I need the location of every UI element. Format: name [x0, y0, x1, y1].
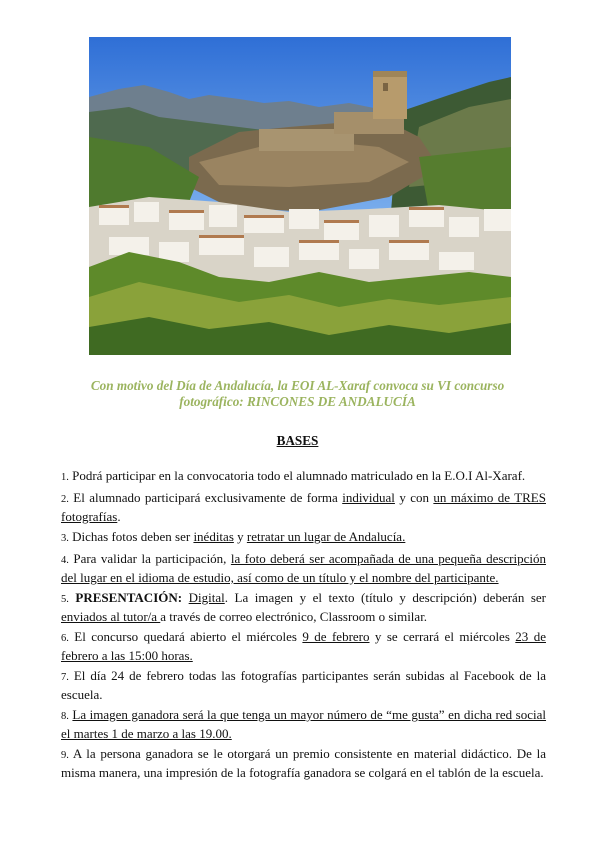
- rule-text: enviados al tutor/a: [61, 609, 161, 624]
- rule-text: La imagen ganadora será la que tenga un mayor número de “me gusta” en dicha red social el martes 1 de marzo a las 19.00.: [61, 707, 547, 741]
- rules-list: [61, 467, 546, 784]
- rule-number: 3.: [61, 533, 69, 544]
- rule-text: la foto deberá ser acompañada de una pequeña descripción del lugar en el idioma de estudio, así como de un título y el nombre del participante.: [61, 551, 547, 585]
- rule-number: 8.: [61, 711, 69, 722]
- rule-text: y se cerrará el miércoles: [369, 629, 516, 644]
- rule-text: y con: [394, 490, 434, 505]
- rule-text: y: [233, 529, 247, 544]
- andalucia-village-photo: [89, 37, 511, 355]
- rule-number: 1.: [61, 472, 69, 483]
- village-castle-landscape-image: [89, 37, 511, 355]
- rule-text: Para validar la participación,: [68, 551, 231, 566]
- rule-item: [61, 706, 546, 742]
- rule-text: 23 de febrero a las 15:00 horas.: [61, 629, 546, 663]
- rule-item: [61, 528, 546, 547]
- rule-item: [61, 589, 546, 625]
- rule-number: 7.: [61, 672, 69, 683]
- rule-text: PRESENTACIÓN:: [75, 590, 183, 605]
- rule-text: un máximo de TRES fotografías: [61, 490, 546, 524]
- rule-text: individual: [342, 490, 395, 505]
- rule-text: Podrá participar en la convocatoria todo el alumnado matriculado en la E.O.I Al-Xaraf.: [68, 468, 526, 483]
- rule-text: inéditas: [193, 529, 234, 544]
- contest-intro-heading: Con motivo del Día de Andalucía, la EOI AL-Xaraf convoca su VI concurso fotográfico: RINCONES DE ANDALUCÍA: [90, 378, 505, 409]
- bases-title: BASES: [276, 433, 319, 448]
- rule-text: A la persona ganadora se le otorgará un premio consistente en material didáctico. De la misma manera, una impresión de la fotografía ganadora se colgará en el tablón de la escuela.: [61, 746, 546, 780]
- rule-text: retratar un lugar de Andalucía.: [246, 529, 406, 544]
- rule-number: 9.: [61, 750, 69, 761]
- rule-number: 5.: [61, 594, 69, 605]
- rule-number: 6.: [61, 633, 69, 644]
- rule-text: El alumnado participará exclusivamente de forma: [68, 490, 343, 505]
- rule-item: [61, 467, 546, 486]
- rule-text: El día 24 de febrero todas las fotografías participantes serán subidas al Facebook de la escuela.: [61, 668, 546, 702]
- rule-text: 9 de febrero: [302, 629, 370, 644]
- rule-item: [61, 667, 546, 703]
- rule-number: 4.: [61, 555, 69, 566]
- rule-text: .: [117, 509, 121, 524]
- rule-text: a través de correo electrónico, Classroom o similar.: [160, 609, 428, 624]
- rule-text: Dichas fotos deben ser: [68, 529, 194, 544]
- rule-number: 2.: [61, 494, 69, 505]
- rule-text: . La imagen y el texto (título y descripción) deberán ser: [224, 590, 547, 605]
- rule-text: El concurso quedará abierto el miércoles: [68, 629, 303, 644]
- rule-item: [61, 745, 546, 781]
- rule-text: Digital: [188, 590, 225, 605]
- rule-item: [61, 628, 546, 664]
- rule-item: [61, 550, 546, 586]
- rule-item: [61, 489, 546, 525]
